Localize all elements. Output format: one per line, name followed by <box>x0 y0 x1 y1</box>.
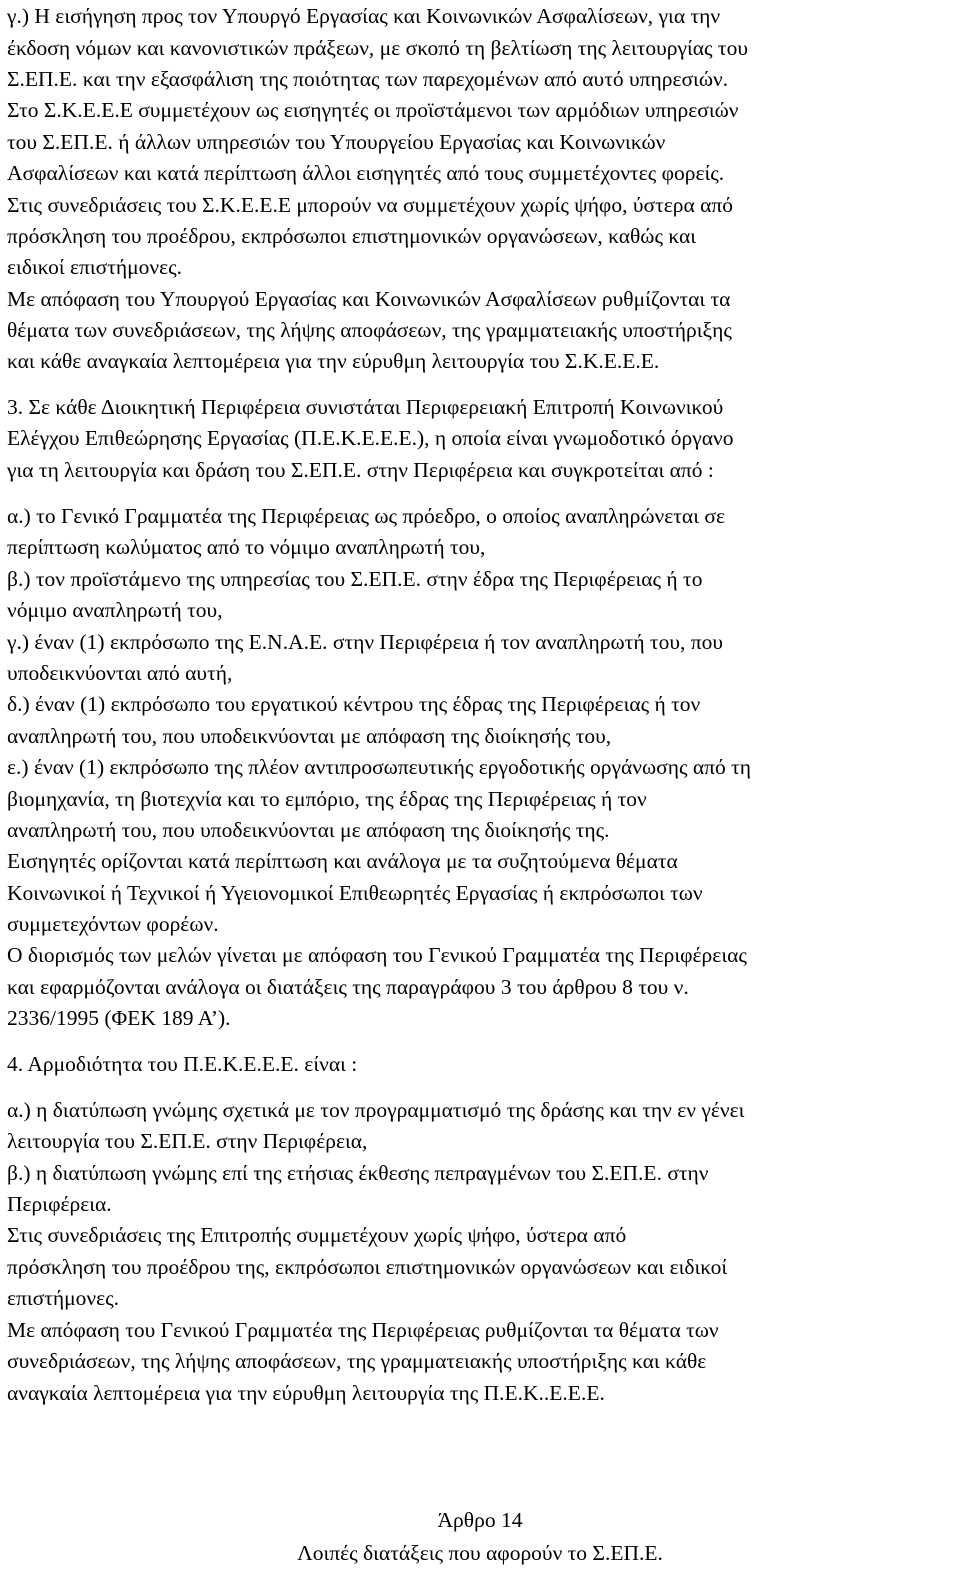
text-line: πρόσκληση του προέδρου της, εκπρόσωποι επιστημονικών οργανώσεων και ειδικοί <box>7 1255 728 1279</box>
text-line: υποδεικνύονται από αυτή, <box>7 661 233 685</box>
text-line: Ελέγχου Επιθεώρησης Εργασίας (Π.Ε.Κ.Ε.Ε.Ε.), η οποία είναι γνωμοδοτικό όργανο <box>7 426 734 450</box>
text-line: Στο Σ.Κ.Ε.Ε.Ε συμμετέχουν ως εισηγητές οι προϊστάμενοι των αρμόδιων υπηρεσιών <box>7 98 739 122</box>
text-line: ειδικοί επιστήμονες. <box>7 255 183 279</box>
text-line: Σ.ΕΠ.Ε. και την εξασφάλιση της ποιότητας των παρεχομένων από αυτό υπηρεσιών. <box>7 67 729 91</box>
text-line: 3. Σε κάθε Διοικητική Περιφέρεια συνιστάται Περιφερειακή Επιτροπή Κοινωνικού <box>7 395 724 419</box>
text-line: 4. Αρμοδιότητα του Π.Ε.Κ.Ε.Ε.Ε. είναι : <box>7 1052 358 1076</box>
text-line: αναγκαία λεπτομέρεια για την εύρυθμη λειτουργία της Π.Ε.Κ..Ε.Ε.Ε. <box>7 1381 605 1405</box>
text-line: του Σ.ΕΠ.Ε. ή άλλων υπηρεσιών του Υπουργείου Εργασίας και Κοινωνικών <box>7 130 666 154</box>
text-line: α.) η διατύπωση γνώμης σχετικά με τον προγραμματισμό της δράσης και την εν γένει <box>7 1098 745 1122</box>
text-line: και εφαρμόζονται ανάλογα οι διατάξεις της παραγράφου 3 του άρθρου 8 του ν. <box>7 975 689 999</box>
text-line: δ.) έναν (1) εκπρόσωπο του εργατικού κέντρου της έδρας της Περιφέρειας ή τον <box>7 692 701 716</box>
text-line: για τη λειτουργία και δράση του Σ.ΕΠ.Ε. στην Περιφέρεια και συγκροτείται από : <box>7 458 714 482</box>
text-line: γ.) έναν (1) εκπρόσωπο της Ε.Ν.Α.Ε. στην Περιφέρεια ή τον αναπληρωτή του, που <box>7 630 723 654</box>
text-line: Ο διορισμός των μελών γίνεται με απόφαση του Γενικού Γραμματέα της Περιφέρειας <box>7 943 747 967</box>
text-line: αναπληρωτή του, που υποδεικνύονται με απόφαση της διοίκησής της. <box>7 818 610 842</box>
text-line: Κοινωνικοί ή Τεχνικοί ή Υγειονομικοί Επιθεωρητές Εργασίας ή εκπρόσωποι των <box>7 881 703 905</box>
text-line: θέματα των συνεδριάσεων, της λήψης αποφάσεων, της γραμματειακής υποστήριξης <box>7 318 732 342</box>
text-line: Με απόφαση του Γενικού Γραμματέα της Περιφέρειας ρυθμίζονται τα θέματα των <box>7 1318 719 1342</box>
text-line: α.) το Γενικό Γραμματέα της Περιφέρειας ως πρόεδρο, ο οποίος αναπληρώνεται σε <box>7 504 725 528</box>
text-line: β.) η διατύπωση γνώμης επί της ετήσιας έκθεσης πεπραγμένων του Σ.ΕΠ.Ε. στην <box>7 1161 709 1185</box>
text-line: Στις συνεδριάσεις του Σ.Κ.Ε.Ε.Ε μπορούν να συμμετέχουν χωρίς ψήφο, ύστερα από <box>7 193 733 217</box>
text-line: β.) τον προϊστάμενο της υπηρεσίας του Σ.ΕΠ.Ε. στην έδρα της Περιφέρειας ή το <box>7 567 703 591</box>
text-line: συμμετεχόντων φορέων. <box>7 912 219 936</box>
text-line: Στις συνεδριάσεις της Επιτροπής συμμετέχουν χωρίς ψήφο, ύστερα από <box>7 1223 627 1247</box>
text-line: έκδοση νόμων και κανονιστικών πράξεων, με σκοπό τη βελτίωση της λειτουργίας του <box>7 36 748 60</box>
text-line: Ασφαλίσεων και κατά περίπτωση άλλοι εισηγητές από τους συμμετέχοντες φορείς. <box>7 161 725 185</box>
text-line: συνεδριάσεων, της λήψης αποφάσεων, της γραμματειακής υποστήριξης και κάθε <box>7 1349 707 1373</box>
text-line: περίπτωση κωλύματος από το νόμιμο αναπληρωτή του, <box>7 535 486 559</box>
text-line: πρόσκληση του προέδρου, εκπρόσωποι επιστημονικών οργανώσεων, καθώς και <box>7 224 697 248</box>
text-line: Με απόφαση του Υπουργού Εργασίας και Κοινωνικών Ασφαλίσεων ρυθμίζονται τα <box>7 287 731 311</box>
text-line: αναπληρωτή του, που υποδεικνύονται με απόφαση της διοίκησής του, <box>7 724 612 748</box>
article-number: Άρθρο 14 <box>437 1508 523 1532</box>
text-line: επιστήμονες. <box>7 1286 120 1310</box>
text-line: Εισηγητές ορίζονται κατά περίπτωση και ανάλογα με τα συζητούμενα θέματα <box>7 849 678 873</box>
text-line: Περιφέρεια. <box>7 1192 112 1216</box>
text-line: και κάθε αναγκαία λεπτομέρεια για την εύρυθμη λειτουργία του Σ.Κ.Ε.Ε.Ε. <box>7 349 660 373</box>
text-line: βιομηχανία, τη βιοτεχνία και το εμπόριο, της έδρας της Περιφέρειας ή τον <box>7 787 647 811</box>
article-title: Λοιπές διατάξεις που αφορούν το Σ.ΕΠ.Ε. <box>297 1541 663 1565</box>
text-line: γ.) Η εισήγηση προς τον Υπουργό Εργασίας και Κοινωνικών Ασφαλίσεων, για την <box>7 4 721 28</box>
text-line: ε.) έναν (1) εκπρόσωπο της πλέον αντιπροσωπευτικής εργοδοτικής οργάνωσης από τη <box>7 755 751 779</box>
text-line: λειτουργία του Σ.ΕΠ.Ε. στην Περιφέρεια, <box>7 1129 368 1153</box>
text-line: νόμιμο αναπληρωτή του, <box>7 598 223 622</box>
text-line: 2336/1995 (ΦΕΚ 189 Α’). <box>7 1006 231 1030</box>
